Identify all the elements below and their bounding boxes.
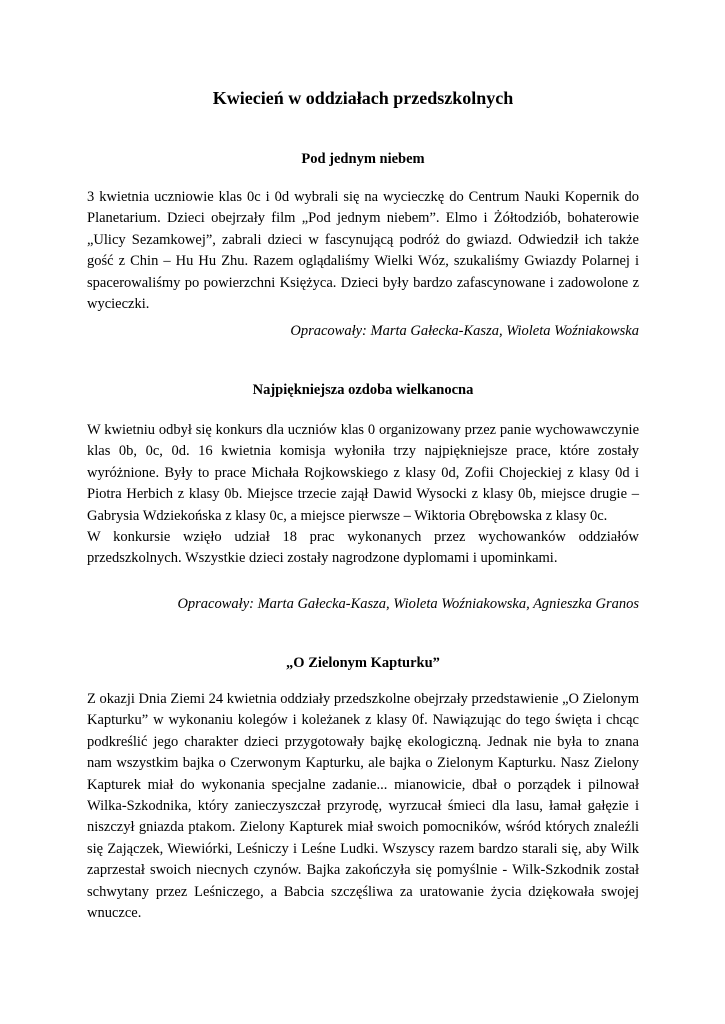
paragraph: W kwietniu odbył się konkurs dla uczniów klas 0 organizowany przez panie wychowawczynie klas 0b, 0c, 0d. 16 kwietnia komisja wyłoniła trzy najpiękniejsze prace, które zostały wyróżnione. Były to prace Michała Rojkowskiego z klasy 0d, Zofii Chojeckiej z klasy 0d i Piotra Herbich z klasy 0b. Miejsce trzecie zajął Dawid Wysocki z klasy 0b, miejsce drugie – Gabrysia Wdziekońska z klasy 0c, a miejsce pierwsze – Wiktoria Obrębowska z klasy 0c. xyxy=(87,422,639,524)
section-signature-ozdoba-wielkanocna: Opracowały: Marta Gałecka-Kasza, Wioleta Woźniakowska, Agnieszka Granos xyxy=(177,596,639,612)
paragraph: Z okazji Dnia Ziemi 24 kwietnia oddziały przedszkolne obejrzały przedstawienie „O Zielonym Kapturku” w wykonaniu kolegów i koleżanek z klasy 0f. Nawiązując do tego święta i chcąc podkreślić jego charakter dzieci przygotowały bajkę ekologiczną. Jednak nie była to znana nam wszystkim bajka o Czerwonym Kapturku, ale bajka o Zielonym Kapturku. Nasz Zielony Kapturek miał do wykonania specjalne zadanie... mianowicie, dbał o porządek i pilnował Wilka-Szkodnika, który zanieczyszczał przyrodę, wyrzucał śmieci dla lasu, łamał gałęzie i niszczył gniazda ptakom. Zielony Kapturek miał swoich pomocników, wśród których znaleźli się Zajączek, Wiewiórki, Leśniczy i Leśne Ludki. Wszyscy razem bardzo starali się, aby Wilk zaprzestał swoich niecnych czynów. Bajka zakończyła się pomyślnie - Wilk-Szkodnik został schwytany przez Leśniczego, a Babcia szczęśliwa za uratowanie życia dziękowała swojej wnuczce. xyxy=(87,691,640,922)
section-body-pod-jednym-niebem xyxy=(87,187,639,315)
section-body-o-zielonym-kapturku xyxy=(87,689,639,924)
section-heading-ozdoba-wielkanocna: Najpiękniejsza ozdoba wielkanocna xyxy=(252,382,474,398)
section-heading-o-zielonym-kapturku: „O Zielonym Kapturku” xyxy=(286,655,440,671)
section-body-ozdoba-wielkanocna xyxy=(87,420,639,570)
paragraph: W konkursie wzięło udział 18 prac wykonanych przez wychowanków oddziałów przedszkolnych. Wszystkie dzieci zostały nagrodzone dyplomami i upominkami. xyxy=(87,529,639,567)
paragraph: 3 kwietnia uczniowie klas 0c i 0d wybrali się na wycieczkę do Centrum Nauki Kopernik do Planetarium. Dzieci obejrzały film „Pod jednym niebem”. Elmo i Żółtodziób, bohaterowie „Ulicy Sezamkowej”, zabrali dzieci w fascynującą podróż do gwiazd. Odwiedził ich także gość z Chin – Hu Hu Zhu. Razem oglądaliśmy Wielki Wóz, szukaliśmy Gwiazdy Polarnej i spacerowaliśmy po powierzchni Księżyca. Dzieci były bardzo zafascynowane i zadowolone z wycieczki. xyxy=(87,189,639,313)
document-title: Kwiecień w oddziałach przedszkolnych xyxy=(212,88,514,108)
section-signature-pod-jednym-niebem: Opracowały: Marta Gałecka-Kasza, Wioleta Woźniakowska xyxy=(290,323,639,339)
section-heading-pod-jednym-niebem: Pod jednym niebem xyxy=(301,151,425,167)
